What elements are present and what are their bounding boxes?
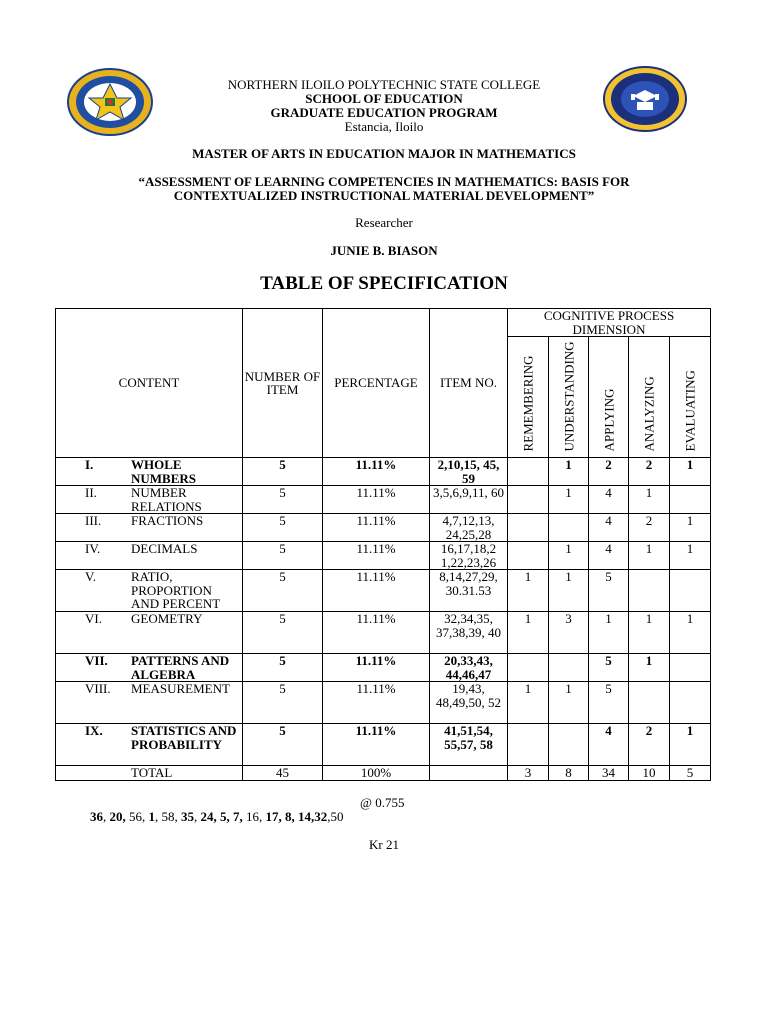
- percentage-cell: 11.11%: [323, 654, 430, 682]
- percentage-cell: 11.11%: [323, 682, 430, 724]
- applying-cell: 5: [589, 570, 629, 612]
- total-percentage: 100%: [323, 766, 430, 781]
- content-cell: MEASUREMENT: [131, 681, 230, 696]
- table-row: [56, 724, 711, 766]
- program-name: GRADUATE EDUCATION PROGRAM: [270, 105, 498, 120]
- header-cognitive-process: COGNITIVE PROCESS DIMENSION: [508, 309, 711, 337]
- analyzing-cell: 1: [629, 542, 670, 570]
- analyzing-cell: 2: [629, 458, 670, 486]
- content-cell: NUMBER RELATIONS: [131, 485, 202, 514]
- number-cell: 5: [243, 654, 323, 682]
- header-understanding: UNDERSTANDING: [549, 337, 589, 458]
- college-name: NORTHERN ILOILO POLYTECHNIC STATE COLLEGE: [227, 77, 541, 92]
- item-no-cell: 16,17,18,2 1,22,23,26: [430, 542, 508, 570]
- row-number: VII.: [85, 653, 108, 668]
- item-no-cell: 20,33,43, 44,46,47: [430, 654, 508, 682]
- evaluating-cell: 1: [670, 458, 711, 486]
- item-no-cell: 3,5,6,9,11, 60: [430, 486, 508, 514]
- understanding-cell: 3: [549, 612, 589, 654]
- percentage-cell: 11.11%: [323, 570, 430, 612]
- content-cell: DECIMALS: [131, 541, 198, 556]
- remembering-cell: 1: [508, 570, 549, 612]
- sequence-part: 35: [181, 809, 194, 824]
- evaluating-cell: 1: [670, 724, 711, 766]
- header-item-no: ITEM NO.: [430, 309, 508, 458]
- content-cell: FRACTIONS: [131, 513, 204, 528]
- understanding-cell: 1: [549, 542, 589, 570]
- applying-cell: 1: [589, 612, 629, 654]
- sequence-part: 24, 5, 7,: [200, 809, 243, 824]
- item-no-cell: 41,51,54, 55,57, 58: [430, 724, 508, 766]
- sequence-part: ,: [194, 809, 201, 824]
- applying-cell: 4: [589, 514, 629, 542]
- table-row: [56, 486, 711, 514]
- content-cell: PATTERNS AND ALGEBRA: [131, 653, 230, 682]
- percentage-cell: 11.11%: [323, 724, 430, 766]
- sequence-part: 1: [148, 809, 155, 824]
- analyzing-cell: 1: [629, 486, 670, 514]
- understanding-cell: 1: [549, 486, 589, 514]
- number-cell: 5: [243, 542, 323, 570]
- analyzing-cell: 1: [629, 612, 670, 654]
- evaluating-cell: 1: [670, 514, 711, 542]
- degree-title: MASTER OF ARTS IN EDUCATION MAJOR IN MATHEMATICS: [192, 146, 576, 161]
- number-cell: 5: [243, 612, 323, 654]
- total-remembering: 3: [508, 766, 549, 781]
- total-analyzing: 10: [629, 766, 670, 781]
- page-title: TABLE OF SPECIFICATION: [260, 273, 508, 294]
- remembering-cell: [508, 514, 549, 542]
- understanding-cell: [549, 654, 589, 682]
- researcher-name: JUNIE B. BIASON: [330, 243, 438, 258]
- total-label: TOTAL: [131, 765, 173, 780]
- sequence-part: 36: [90, 809, 103, 824]
- row-number: VIII.: [85, 681, 111, 696]
- reliability-note: @ 0.755: [360, 795, 405, 810]
- item-no-cell: 8,14,27,29, 30.31.53: [430, 570, 508, 612]
- applying-cell: 4: [589, 724, 629, 766]
- evaluating-cell: [670, 654, 711, 682]
- understanding-cell: [549, 724, 589, 766]
- percentage-cell: 11.11%: [323, 514, 430, 542]
- row-number: V.: [85, 569, 96, 584]
- table-row: [56, 612, 711, 654]
- remembering-cell: 1: [508, 612, 549, 654]
- number-cell: 5: [243, 486, 323, 514]
- remembering-cell: 1: [508, 682, 549, 724]
- number-cell: 5: [243, 514, 323, 542]
- applying-cell: 2: [589, 458, 629, 486]
- evaluating-cell: 1: [670, 612, 711, 654]
- total-item-no: [430, 766, 508, 781]
- header-number-of-item: NUMBER OF ITEM: [243, 309, 323, 458]
- evaluating-cell: [670, 570, 711, 612]
- number-cell: 5: [243, 458, 323, 486]
- evaluating-cell: [670, 486, 711, 514]
- row-number: I.: [85, 457, 94, 472]
- header-percentage: PERCENTAGE: [323, 309, 430, 458]
- evaluating-cell: [670, 682, 711, 724]
- content-cell: RATIO, PROPORTION AND PERCENT: [131, 569, 221, 611]
- table-row: [56, 682, 711, 724]
- item-no-cell: 4,7,12,13, 24,25,28: [430, 514, 508, 542]
- table-row: [56, 570, 711, 612]
- sequence-part: 56,: [125, 809, 149, 824]
- number-cell: 5: [243, 724, 323, 766]
- understanding-cell: 1: [549, 682, 589, 724]
- row-number: IX.: [85, 723, 103, 738]
- understanding-cell: 1: [549, 570, 589, 612]
- sequence-part: 16,: [242, 809, 266, 824]
- analyzing-cell: 1: [629, 654, 670, 682]
- item-no-cell: 19,43, 48,49,50, 52: [430, 682, 508, 724]
- remembering-cell: [508, 486, 549, 514]
- sequence-part: 17, 8, 14,32: [265, 809, 328, 824]
- content-cell: STATISTICS AND PROBABILITY: [131, 723, 237, 752]
- analyzing-cell: 2: [629, 514, 670, 542]
- total-evaluating: 5: [670, 766, 711, 781]
- number-cell: 5: [243, 570, 323, 612]
- total-number: 45: [243, 766, 323, 781]
- item-no-cell: 2,10,15, 45, 59: [430, 458, 508, 486]
- remembering-cell: [508, 542, 549, 570]
- item-sequence: [90, 810, 344, 824]
- percentage-cell: 11.11%: [323, 458, 430, 486]
- row-number: VI.: [85, 611, 102, 626]
- remembering-cell: [508, 654, 549, 682]
- content-cell: GEOMETRY: [131, 611, 203, 626]
- table-row: [56, 458, 711, 486]
- thesis-title-line1: “ASSESSMENT OF LEARNING COMPETENCIES IN MATHEMATICS: BASIS FOR: [138, 174, 630, 189]
- remembering-cell: [508, 458, 549, 486]
- content-cell: WHOLE NUMBERS: [131, 457, 197, 486]
- total-applying: 34: [589, 766, 629, 781]
- row-number: II.: [85, 485, 97, 500]
- applying-cell: 4: [589, 542, 629, 570]
- understanding-cell: [549, 514, 589, 542]
- remembering-cell: [508, 724, 549, 766]
- analyzing-cell: [629, 570, 670, 612]
- table-row: [56, 654, 711, 682]
- school-name: SCHOOL OF EDUCATION: [305, 91, 463, 106]
- table-row: [56, 514, 711, 542]
- table-row: [56, 542, 711, 570]
- analyzing-cell: 2: [629, 724, 670, 766]
- sequence-part: , 58,: [155, 809, 181, 824]
- row-number: III.: [85, 513, 102, 528]
- sequence-part: ,50: [327, 809, 344, 824]
- percentage-cell: 11.11%: [323, 486, 430, 514]
- evaluating-cell: 1: [670, 542, 711, 570]
- thesis-title-line2: CONTEXTUALIZED INSTRUCTIONAL MATERIAL DEVELOPMENT”: [173, 188, 595, 203]
- applying-cell: 5: [589, 682, 629, 724]
- specification-table: [55, 308, 711, 781]
- header-applying: APPLYING: [589, 337, 629, 458]
- percentage-cell: 11.11%: [323, 542, 430, 570]
- header-content: CONTENT: [56, 309, 243, 458]
- header-evaluating: EVALUATING: [670, 337, 711, 458]
- kr-note: Kr 21: [369, 837, 399, 852]
- applying-cell: 5: [589, 654, 629, 682]
- percentage-cell: 11.11%: [323, 612, 430, 654]
- header-remembering: REMEMBERING: [508, 337, 549, 458]
- total-row: [56, 766, 711, 781]
- applying-cell: 4: [589, 486, 629, 514]
- analyzing-cell: [629, 682, 670, 724]
- item-no-cell: 32,34,35, 37,38,39, 40: [430, 612, 508, 654]
- researcher-role: Researcher: [355, 215, 413, 230]
- total-understanding: 8: [549, 766, 589, 781]
- number-cell: 5: [243, 682, 323, 724]
- location: Estancia, Iloilo: [344, 119, 424, 134]
- sequence-part: ,: [103, 809, 110, 824]
- row-number: IV.: [85, 541, 101, 556]
- sequence-part: 20,: [109, 809, 126, 824]
- understanding-cell: 1: [549, 458, 589, 486]
- header-analyzing: ANALYZING: [629, 337, 670, 458]
